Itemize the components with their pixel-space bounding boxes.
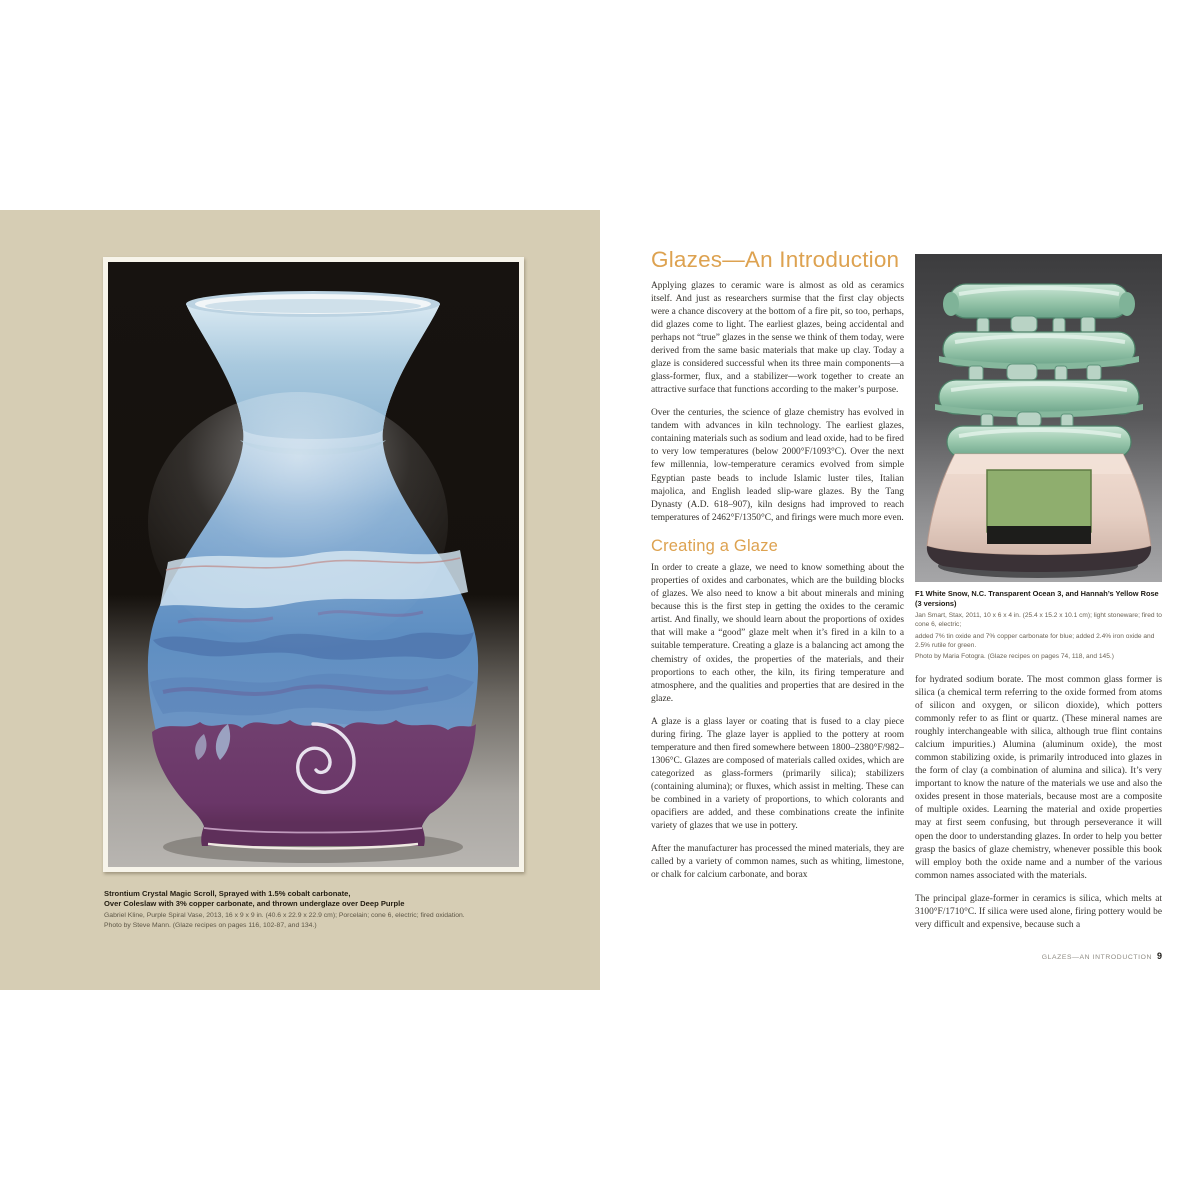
sculpture-graphic (915, 254, 1162, 582)
creating-paragraph-3: After the manufacturer has processed the mined materials, they are called by a variety of common names, such as whiting, limestone, or chalk for calcium carbonate, and borax (651, 844, 904, 881)
sculpture-caption-detail-line3: Photo by Maria Fotogra. (Glaze recipes on pages 74, 118, and 145.) (915, 653, 1114, 661)
sculpture-caption-detail-line1: Jan Smart, Stax, 2011, 10 x 6 x 4 in. (25.4 x 15.2 x 10.1 cm); light stoneware; fired to cone 6, electric; (915, 611, 1162, 629)
vase-photo (108, 262, 519, 867)
left-page (0, 210, 600, 990)
vase-caption (104, 889, 516, 931)
sculpture-photo (915, 254, 1162, 582)
sculpture-caption (915, 589, 1162, 662)
col2-paragraph-2: The principal glaze-former in ceramics is silica, which melts at 3100°F/1710°C. If silica were used alone, firing pottery would be very difficult and expensive, because such a (915, 893, 1162, 930)
chapter-title: Glazes—An Introduction (651, 247, 900, 272)
creating-paragraph-2: A glaze is a glass layer or coating that is fused to a clay piece during firing. The glaze layer is applied to the pottery at room temperature and then fired somewhere between 1800–2380°F/982–1306°C. Glazes are composed of materials called oxides, which are categorized as glass-formers (primarily silica); stabilizers (containing alumina); or fluxes, which assist in melting. These can be combined in a variety of proportions, to which colorants and opacifiers are added, and these combinations create the infinite variety of glazes that we use in pottery. (651, 716, 904, 832)
intro-paragraph-1: Applying glazes to ceramic ware is almost as old as ceramics itself. And just as researchers surmise that the first clay objects were a chance discovery at the bottom of a fire pit, so too, perhaps, did glazes come to light. The earliest glazes, being accidental and perhaps not “true” glazes in the sense we think of them today, were derived from the same basic materials that make up clay. Today a glaze is considered successful when its three main components—a glass-former, flux, and a stabilizer—work together to create an attractive surface that functions according to the maker’s purpose. (651, 280, 904, 396)
vase-caption-title-line2: Over Coleslaw with 3% copper carbonate, and thrown underglaze over Deep Purple (104, 899, 405, 909)
column-2-text (915, 674, 1162, 932)
sculpture-caption-title-line1: F1 White Snow, N.C. Transparent Ocean 3, and Hannah’s Yellow Rose (915, 589, 1159, 598)
vase-caption-detail-line2: Photo by Steve Mann. (Glaze recipes on pages 116, 102-87, and 134.) (104, 922, 317, 930)
intro-paragraph-2: Over the centuries, the science of glaze chemistry has evolved in tandem with advances in kiln technology. The earliest glazes, containing materials such as sodium and lead oxide, had to be fired to very low temperatures (below 2000°F/1093°C). Over the next few millennia, low-temperature ceramics evolved from simple Egyptian paste beads to include Islamic luster tiles, Italian majolica, and English leaded slip-ware glazes. By the Tang Dynasty (A.D. 618–907), kiln designs had improved to reach temperatures of 2462°F/1350°C, and firings were much more even. (651, 408, 904, 523)
page-number: 9 (1156, 951, 1162, 961)
sculpture-caption-detail-line2: added 7% tin oxide and 7% copper carbonate for blue; added 2.4% iron oxide and 2.5% rutile for green. (915, 632, 1155, 650)
vase-caption-detail-line1: Gabriel Kline, Purple Spiral Vase, 2013, 16 x 9 x 9 in. (40.6 x 22.9 x 22.9 cm); Porcelain; cone 6, electric; fired oxidation. (104, 911, 465, 919)
col2-paragraph-1: for hydrated sodium borate. The most common glass former is silica (a chemical term referring to the oxide formed from atoms of silicon and oxygen, or silicon dioxide), which potters commonly refer to as flint or quartz. (These mineral names are roughly interchangeable with silica, although true flint contains calcium impurities.) Alumina (aluminum oxide), the most common stabilizing oxide, is primarily introduced into glazes in the form of clay (a combination of alumina and silica). It’s very important to know the nature of the materials we use and also the oxides present in those materials, because most are a composite of multiple oxides. Learning the material and oxide properties may at first seem confusing, but through perseverance it will open the door to understanding glazes. In order to help you better grasp the basics of glaze chemistry, whenever possible this book will employ both the oxide name and a number of the various common names associated with the materials. (915, 674, 1162, 881)
running-footer-label: GLAZES—AN INTRODUCTION (1041, 954, 1152, 961)
page-footer (600, 951, 1162, 961)
book-spread (0, 210, 1200, 990)
vase-graphic (108, 262, 519, 867)
sculpture-caption-title-line2: (3 versions) (915, 598, 957, 608)
creating-paragraph-1: In order to create a glaze, we need to know something about the properties of oxides and carbonates, which are the building blocks of glazes. We also need to know a bit about minerals and mining because this is the first step in getting the oxides to the ceramic artist. And finally, we should learn about the proportions of oxides that will make a “good” glaze melt when it’s fired in a kiln to a suitable temperature. Creating a glaze is a balancing act among the chemistry of oxides, the properties of the materials, and their proportions to each other, the kiln, its firing temperature and atmosphere, and the qualities and properties that are desired in the glaze. (651, 563, 904, 704)
right-page-column-1 (651, 248, 904, 883)
section-subheading: Creating a Glaze (651, 536, 779, 555)
vase-caption-title-line1: Strontium Crystal Magic Scroll, Sprayed with 1.5% cobalt carbonate, (104, 889, 351, 898)
vase-photo-mat (103, 257, 524, 872)
right-page (600, 210, 1200, 990)
right-page-column-2 (915, 254, 1162, 932)
